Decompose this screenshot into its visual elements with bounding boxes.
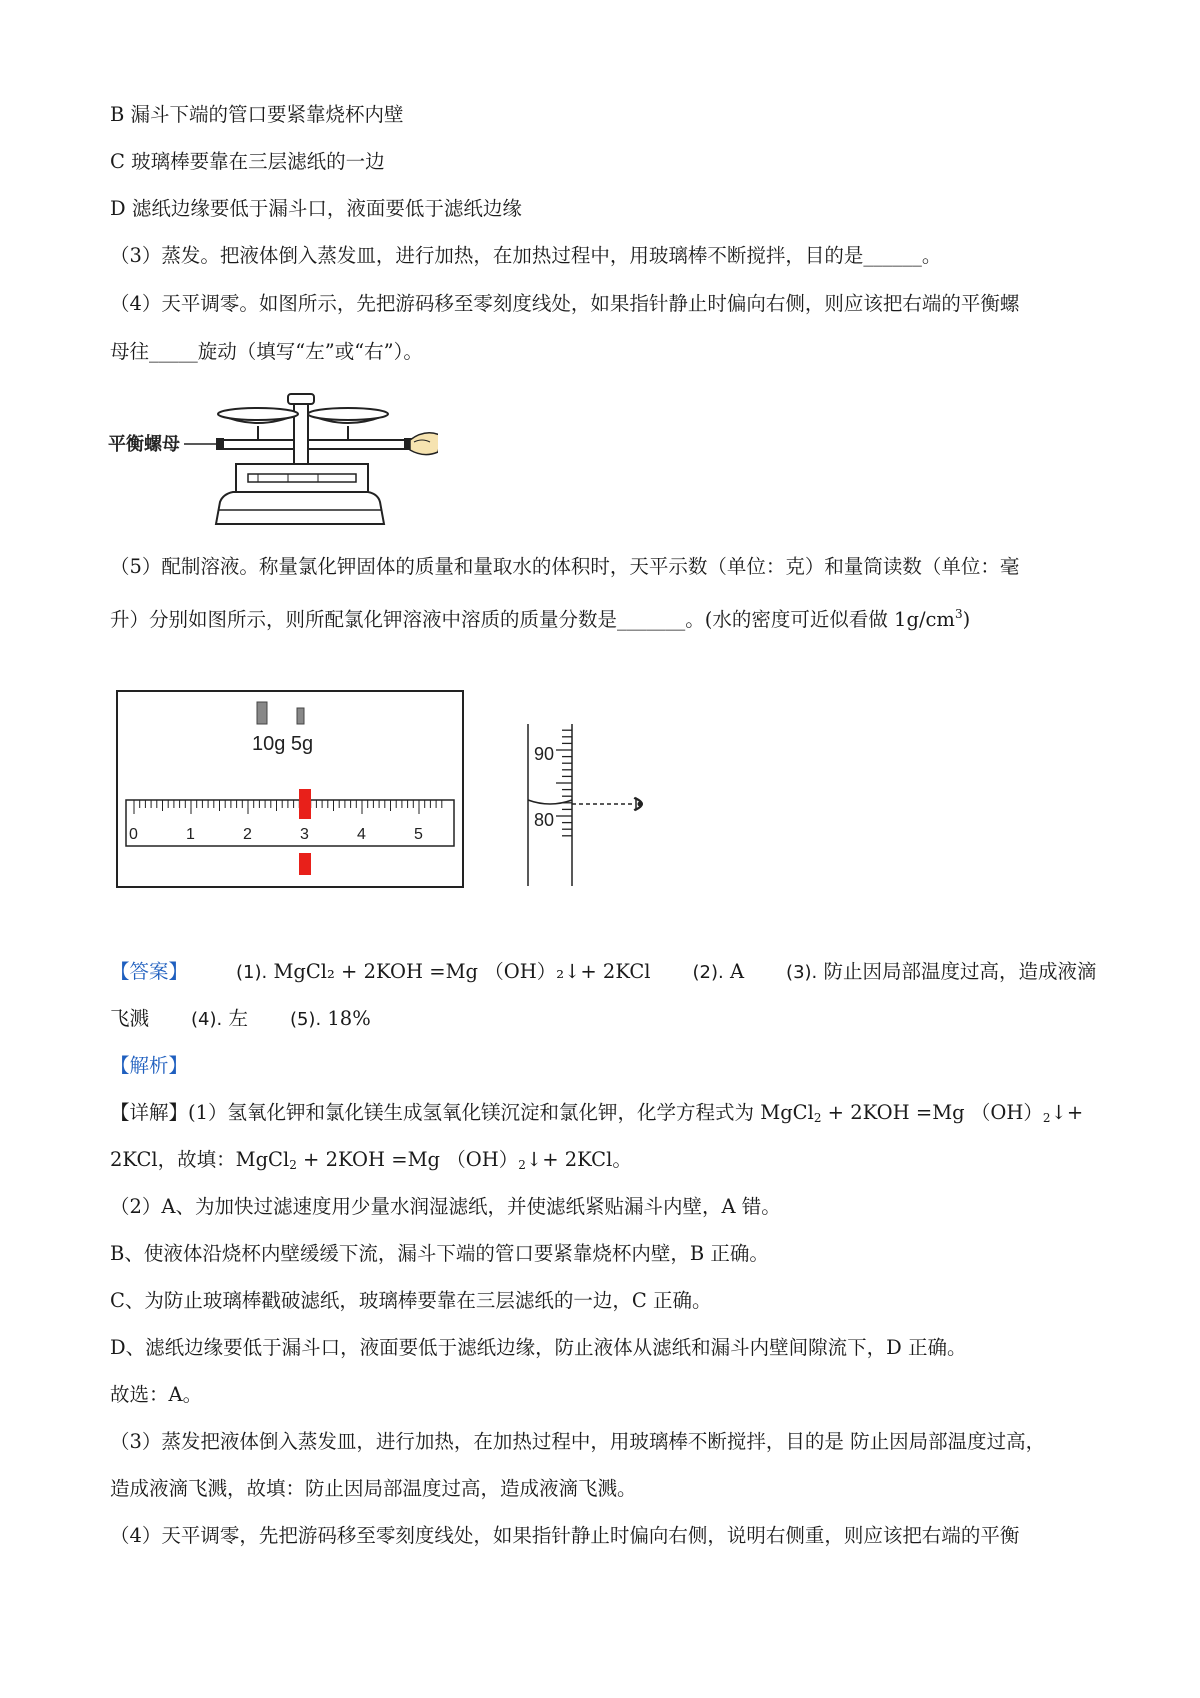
cylinder-label-80: 80	[534, 810, 555, 830]
option-d: D 滤纸边缘要低于漏斗口，液面要低于滤纸边缘	[110, 197, 522, 220]
answer-2-value: A	[729, 960, 745, 983]
detail-label: 【详解】	[110, 1101, 189, 1124]
answer-line2	[110, 1005, 1100, 1034]
question-3: （3）蒸发。把液体倒入蒸发皿，进行加热，在加热过程中，用玻璃棒不断搅拌，目的是______。	[110, 244, 942, 267]
subscript-2: 2	[813, 1111, 822, 1125]
question-4-line2: 母往_____旋动（填写“左”或“右”）。	[110, 340, 423, 363]
answer-2-num: (2).	[692, 962, 724, 983]
question-4-line1: （4）天平调零。如图所示，先把游码移至零刻度线处，如果指针静止时偏向右侧，则应该把右端的平衡螺	[110, 292, 1020, 315]
answer-1-value: MgCl₂ + 2KOH =Mg （OH）₂↓+ 2KCl	[273, 960, 651, 983]
analysis-label: 【解析】	[110, 1054, 189, 1077]
answer-1-num: (1).	[236, 962, 268, 983]
detail-text-2: + 2KOH =Mg （OH）	[821, 1101, 1043, 1124]
detail-text-1: (1）氢氧化钾和氯化镁生成氢氧化镁沉淀和氯化钾，化学方程式为 MgCl	[188, 1101, 814, 1124]
superscript-3: 3	[954, 607, 963, 621]
answer-4-value: 左	[228, 1007, 248, 1030]
weights-label: 10g 5g	[252, 733, 314, 755]
question-5-line2-end: )	[962, 608, 971, 631]
option-b: B 漏斗下端的管口要紧靠烧杯内壁	[110, 103, 404, 126]
explanation-line-7: 造成液滴飞溅，故填：防止因局部温度过高，造成液滴飞溅。	[110, 1477, 637, 1500]
ruler-number: 3	[300, 826, 309, 843]
explanation-line-1: （2）A、为加快过滤速度用少量水润湿滤纸，并使滤纸紧贴漏斗内壁，A 错。	[110, 1195, 781, 1218]
ruler-number: 1	[186, 826, 195, 843]
answer-line1	[110, 958, 1100, 987]
explanation-line-4: D、滤纸边缘要低于漏斗口，液面要低于滤纸边缘，防止液体从滤纸和漏斗内壁间隙流下，D 正确。	[110, 1336, 967, 1359]
rider-marker-bottom	[299, 853, 311, 875]
ruler-number: 5	[414, 826, 423, 843]
cylinder-label-90: 90	[534, 744, 555, 764]
subscript-2: 2	[518, 1158, 526, 1172]
question-5-line2-main: 升）分别如图所示，则所配氯化钾溶液中溶质的质量分数是_______。(水的密度可近似看做 1g/cm	[110, 608, 955, 631]
question-5-line1: （5）配制溶液。称量氯化钾固体的质量和量取水的体积时，天平示数（单位：克）和量筒读数（单位：毫	[110, 555, 1020, 578]
answer-4-num: (4).	[191, 1009, 223, 1030]
explanation-line-2: B、使液体沿烧杯内壁缓缓下流，漏斗下端的管口要紧靠烧杯内壁，B 正确。	[110, 1242, 769, 1265]
answer-3-num: (3).	[786, 962, 818, 983]
ruler-number: 4	[357, 826, 366, 843]
explanation-line-3: C、为防止玻璃棒戳破滤纸，玻璃棒要靠在三层滤纸的一边，C 正确。	[110, 1289, 712, 1312]
cylinder-figure	[488, 720, 668, 890]
subscript-2: 2	[1042, 1111, 1051, 1125]
explanation-line-5: 故选：A。	[110, 1383, 203, 1406]
cylinder-ticks	[556, 730, 572, 836]
detail-text-3: ↓+	[1050, 1101, 1084, 1124]
option-c: C 玻璃棒要靠在三层滤纸的一边	[110, 150, 385, 173]
detail-line2	[110, 1146, 1100, 1179]
rider-marker-top	[299, 789, 311, 819]
balance-figure	[108, 392, 438, 532]
answer-3-value: 防止因局部温度过高，造成液滴	[823, 960, 1097, 983]
explanation-line-8: （4）天平调零，先把游码移至零刻度线处，如果指针静止时偏向右侧，说明右侧重，则应该把右端的平衡	[110, 1524, 1020, 1547]
subscript-2: 2	[289, 1158, 297, 1172]
answer-3-continued: 飞溅	[110, 1007, 150, 1030]
answer-5-value: 18%	[327, 1007, 371, 1030]
detail-text-6: ↓+ 2KCl。	[525, 1148, 632, 1171]
question-5-line2	[110, 600, 1100, 634]
scale-figure	[116, 690, 466, 890]
detail-text-4: 2KCl，故填：MgCl	[110, 1148, 290, 1171]
answer-5-num: (5).	[289, 1009, 322, 1030]
answer-label: 【答案】	[110, 960, 189, 983]
ruler-number: 0	[129, 826, 138, 843]
detail-line1	[110, 1099, 1100, 1132]
ruler-number: 2	[243, 826, 252, 843]
balance-nut-label: 平衡螺母	[108, 434, 180, 454]
detail-text-5: + 2KOH =Mg （OH）	[296, 1148, 519, 1171]
explanation-line-6: （3）蒸发把液体倒入蒸发皿，进行加热，在加热过程中，用玻璃棒不断搅拌，目的是 防止因局部温度过高，	[110, 1430, 1046, 1453]
